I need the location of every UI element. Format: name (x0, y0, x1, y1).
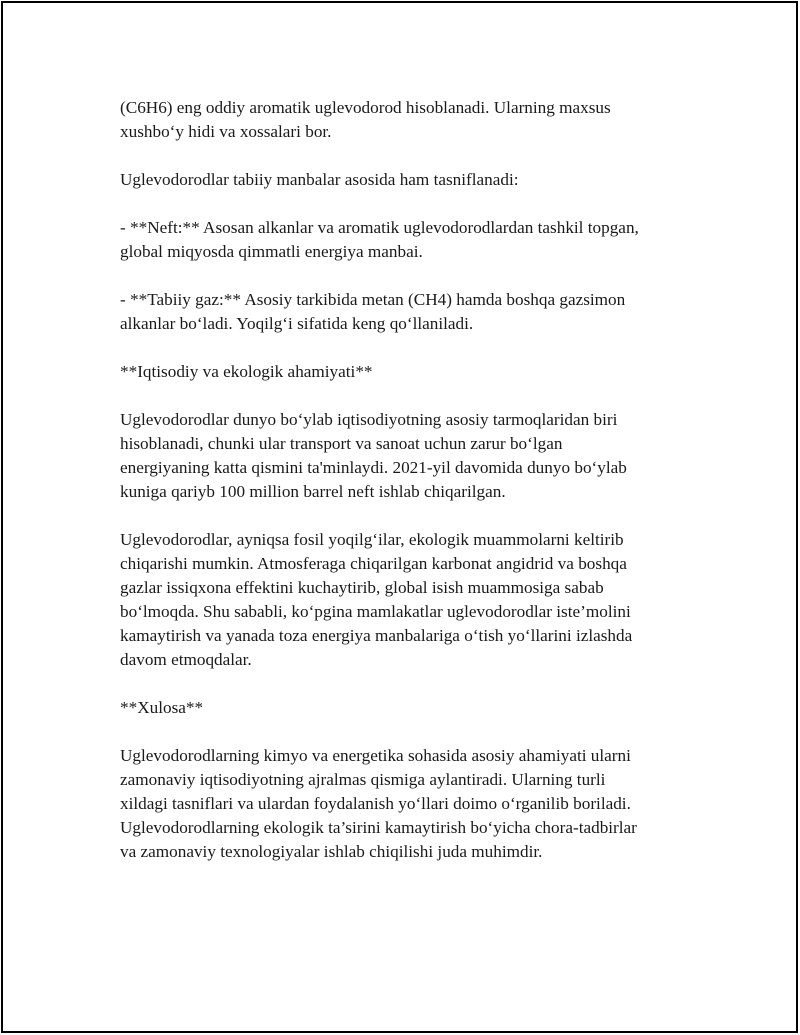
paragraph-economic: Uglevodorodlar dunyo bo‘ylab iqtisodiyotning asosiy tarmoqlaridan biri hisoblanadi, chunki ular transport va sanoat uchun zarur bo‘lgan energiyaning katta qismini ta'minlaydi. 2021-yil davomida dunyo bo‘ylab kuniga qariyb 100 million barrel neft ishlab chiqarilgan. (120, 410, 627, 501)
paragraph-natural-sources-intro: Uglevodorodlar tabiiy manbalar asosida ham tasniflanadi: (120, 170, 519, 189)
heading-conclusion: **Xulosa** (120, 698, 204, 717)
list-item-natural-gas: - **Tabiiy gaz:** Asosiy tarkibida metan (CH4) hamda boshqa gazsimon alkanlar bo‘ladi. Yoqilg‘i sifatida keng qo‘llaniladi. (120, 290, 626, 333)
page-frame (1, 1, 798, 1033)
list-item-oil: - **Neft:** Asosan alkanlar va aromatik uglevodorodlardan tashkil topgan, global miqyosda qimmatli energiya manbai. (120, 218, 639, 261)
document-body (120, 96, 695, 888)
paragraph-conclusion: Uglevodorodlarning kimyo va energetika sohasida asosiy ahamiyati ularni zamonaviy iqtisodiyotning ajralmas qismiga aylantiradi. Ularning turli xildagi tasniflari va ulardan foydalanish yo‘llari doimo o‘rganilib boriladi. Uglevodorodlarning ekologik ta’sirini kamaytirish bo‘yicha chora-tadbirlar va zamonaviy texnologiyalar ishlab chiqilishi juda muhimdir. (120, 746, 637, 861)
heading-economic-ecological: **Iqtisodiy va ekologik ahamiyati** (120, 362, 373, 381)
paragraph-ecological: Uglevodorodlar, ayniqsa fosil yoqilg‘ilar, ekologik muammolarni keltirib chiqarishi mumkin. Atmosferaga chiqarilgan karbonat angidrid va boshqa gazlar issiqxona effektini kuchaytirib, global isish muammosiga sabab bo‘lmoqda. Shu sababli, ko‘pgina mamlakatlar uglevodorodlar iste’molini kamaytirish va yanada toza energiya manbalariga o‘tish yo‘llarini izlashda davom etmoqdalar. (120, 530, 633, 669)
paragraph-benzene: (C6H6) eng oddiy aromatik uglevodorod hisoblanadi. Ularning maxsus xushbo‘y hidi va xossalari bor. (120, 98, 611, 141)
